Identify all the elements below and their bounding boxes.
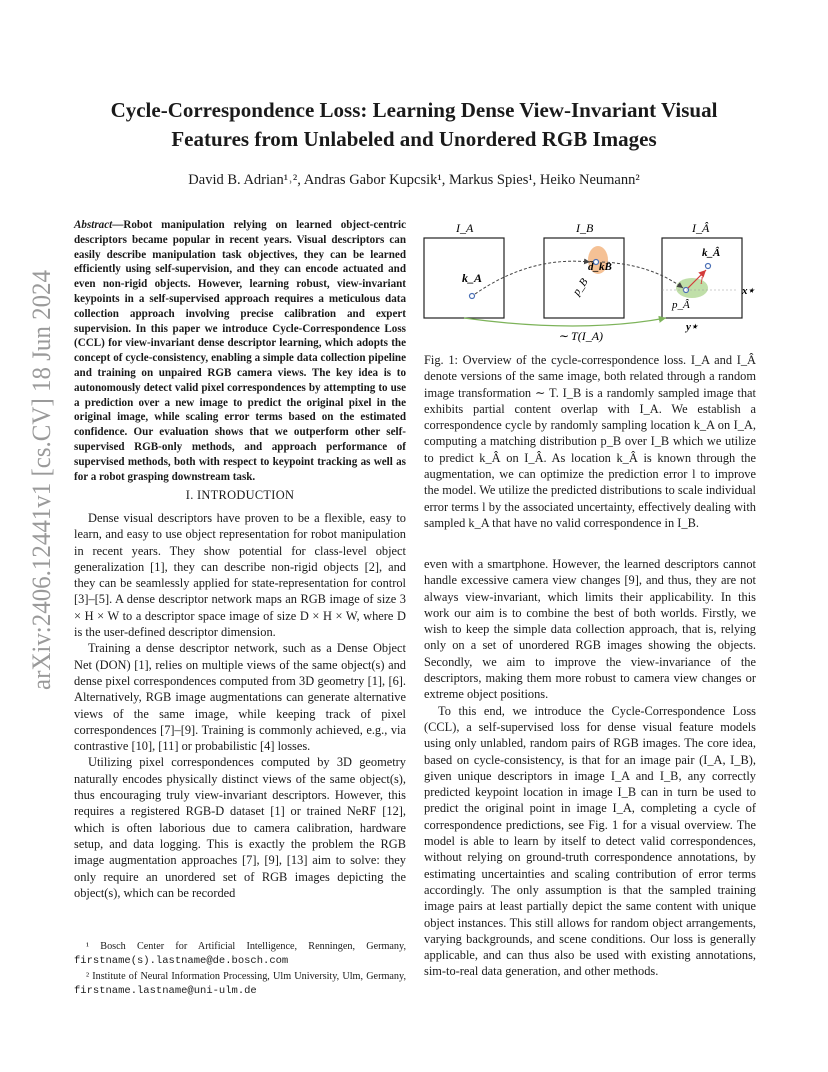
section-heading: I. INTRODUCTION: [185, 488, 295, 502]
figure-1-svg: [420, 216, 764, 348]
label-transform: ∼ T(I_A): [558, 329, 604, 343]
paper-title: [60, 96, 768, 154]
arxiv-identifier-svg: [12, 260, 62, 700]
footnotes: [74, 940, 406, 1000]
abstract-lead: Abstract: [74, 219, 113, 231]
arxiv-identifier-text: arXiv:2406.12441v1 [cs.CV] 18 Jun 2024: [27, 260, 56, 690]
right-column-body: [424, 556, 756, 980]
title-line-2: Features from Unlabeled and Unordered RGB Images: [171, 127, 657, 151]
image-box-ib: [544, 238, 624, 318]
title-line-1: Cycle-Correspondence Loss: Learning Dense View-Invariant Visual: [110, 98, 718, 122]
label-iahat: I_Â: [692, 221, 710, 235]
intro-paragraph-3: Utilizing pixel correspondences computed by 3D geometry naturally encodes physically distinct views of the same object(s), thus encouraging truly view-invariant descriptors. However, this requires a registered RGB-D dataset [1] or trained NeRF [12], which is often laborious due to camera calibration, hardware setup, and data logging. This is exactly the problem the RGB image augmentation approaches [7], [9], [13] aim to solve: they only require an unordered set of RGB images depicting the object(s), which can be recorded: [74, 755, 406, 900]
footnote-2-text: ² Institute of Neural Information Processing, Ulm University, Ulm, Germany,: [86, 971, 406, 982]
label-pahat: p_Â: [672, 299, 690, 311]
label-ib: I_B: [576, 221, 594, 235]
label-dkb: d̄_kB: [588, 261, 612, 273]
abstract-text: —Robot manipulation relying on learned object-centric descriptors became popular in recent years. Visual descriptors can easily describe manipulation task objectives, they can be learned efficiently using self-supervision, and they can encode actuated and even non-rigid objects. However, learning robust, view-invariant keypoints in a self-supervised approach requires a meticulous data collection approach involving precise calibration and expert supervision. In this paper we introduce Cycle-Correspondence Loss (CCL) for view-invariant dense descriptor learning, which adopts the concept of cycle-consistency, enabling a simple data collection pipeline and training on unpaired RGB camera views. The key idea is to autonomously detect valid pixel correspondences by attempting to use a prediction over a new image to predict the original pixel in the original image, while scaling error terms based on the estimated confidence. Our evaluation shows that we outperform other self-supervised RGB-only methods, and approach performance of supervised methods, both with respect to keypoint tracking as well as for a robot grasping downstream task.: [74, 219, 406, 483]
label-ka: k_A: [462, 271, 483, 285]
footnote-1: [74, 940, 406, 968]
point-ka: [470, 294, 475, 299]
label-xstar: x⋆: [742, 285, 755, 297]
point-kahat: [706, 264, 711, 269]
intro-paragraph-4: even with a smartphone. However, the learned descriptors cannot handle excessive camera view changes [9], and thus, they are not always view-invariant, which limits their applicability. In this work our aim is to combine the best of both worlds. Firstly, we wish to keep the simple data collection approach, that is, relying only on a set of unordered RGB images showing the objects. Secondly, we aim to improve the view-invariance of the descriptors, making them more robust to camera view changes or extreme object positions.: [424, 557, 756, 702]
footnote-2: [74, 970, 406, 998]
author-list: David B. Adrian¹˒², Andras Gabor Kupcsik¹, Markus Spies¹, Heiko Neumann²: [188, 172, 640, 188]
footnote-1-text: ¹ Bosch Center for Artificial Intelligence, Renningen, Germany,: [86, 941, 406, 952]
abstract: [74, 218, 406, 484]
intro-paragraph-2: Training a dense descriptor network, such as a Dense Object Net (DON) [1], relies on multiple views of the same object(s) and dense pixel correspondences computed from 3D geometry [1], [6]. Alternatively, RGB image augmentations can generate alternative views of the same image, while keeping track of pixel correspondences [7]–[9]. Training is commonly achieved, e.g., via contrastive [10], [11] or probabilistic [4] losses.: [74, 641, 406, 754]
label-pb: p_B: [570, 276, 591, 298]
label-kahat: k_Â: [702, 247, 721, 259]
figure-1-caption: Fig. 1: Overview of the cycle-correspondence loss. I_A and I_Â denote versions of the same image, both related through a random image transformation ∼ T. I_B is a randomly sampled image that exhibits partial content overlap with I_A. We establish a correspondence cycle by randomly sampling location k_A on I_A, computing a matching distribution p_B over I_B which we utilize to predict k_Â on I_Â. As location k_Â is known through the augmentation, we can optimize the prediction error l to improve the model. We utilize the predicted distributions to scale individual error terms l by the associated uncertainty, effectively dealing with sampled k_A that have no valid correspondence in I_B.: [424, 353, 756, 530]
arrow-ib-to-iahat: [602, 262, 683, 288]
left-column-body: [74, 510, 406, 901]
distribution-blob-green: [676, 278, 708, 298]
label-ia: I_A: [456, 221, 474, 235]
figure-1-diagram: [420, 216, 764, 348]
footnote-2-email: firstname.lastname@uni-ulm.de: [74, 984, 257, 997]
arrow-transform: [464, 318, 666, 326]
label-ystar: y⋆: [686, 321, 698, 333]
label-l: l: [700, 275, 704, 287]
footnote-1-email: firstname(s).lastname@de.bosch.com: [74, 954, 289, 967]
intro-paragraph-5: To this end, we introduce the Cycle-Correspondence Loss (CCL), a self-supervised loss for dense visual feature models using only unlabled, random pairs of RGB images. The core idea, based on cycle-consistency, is that for an image pair (I_A, I_B), given unique descriptors in image I_A and I_B, any correctly predicted keypoint location in image I_B can in turn be used to predict the original point in image I_A, completing a cycle of correspondence predictions, see Fig. 1 for a visual overview. The model is able to learn by itself to detect valid correspondences, without relying on ground-truth correspondence annotations, by estimating uncertainties and scaling contribution of error terms accordingly. The only assumption is that the sampled training image pairs at least partially depict the same content with unique object instances. This still allows for random object arrangements, varying backgrounds, and scene conditions. Our loss is generally applicable, and can thus also be used with existing annotations, sim-to-real data generation, and other methods.: [424, 703, 756, 979]
intro-paragraph-1: Dense visual descriptors have proven to be a flexible, easy to learn, and easy to use object representation for robot manipulation in recent years. They show potential for class-level object generalization [1], they can describe non-rigid objects [2], and they can be seamlessly applied for state-representation for control [3]–[5]. A dense descriptor network maps an RGB image of size 3 × H × W to a descriptor space image of size D × H × W, where D is the user-defined descriptor dimension.: [74, 511, 406, 640]
arxiv-identifier: [12, 260, 62, 700]
